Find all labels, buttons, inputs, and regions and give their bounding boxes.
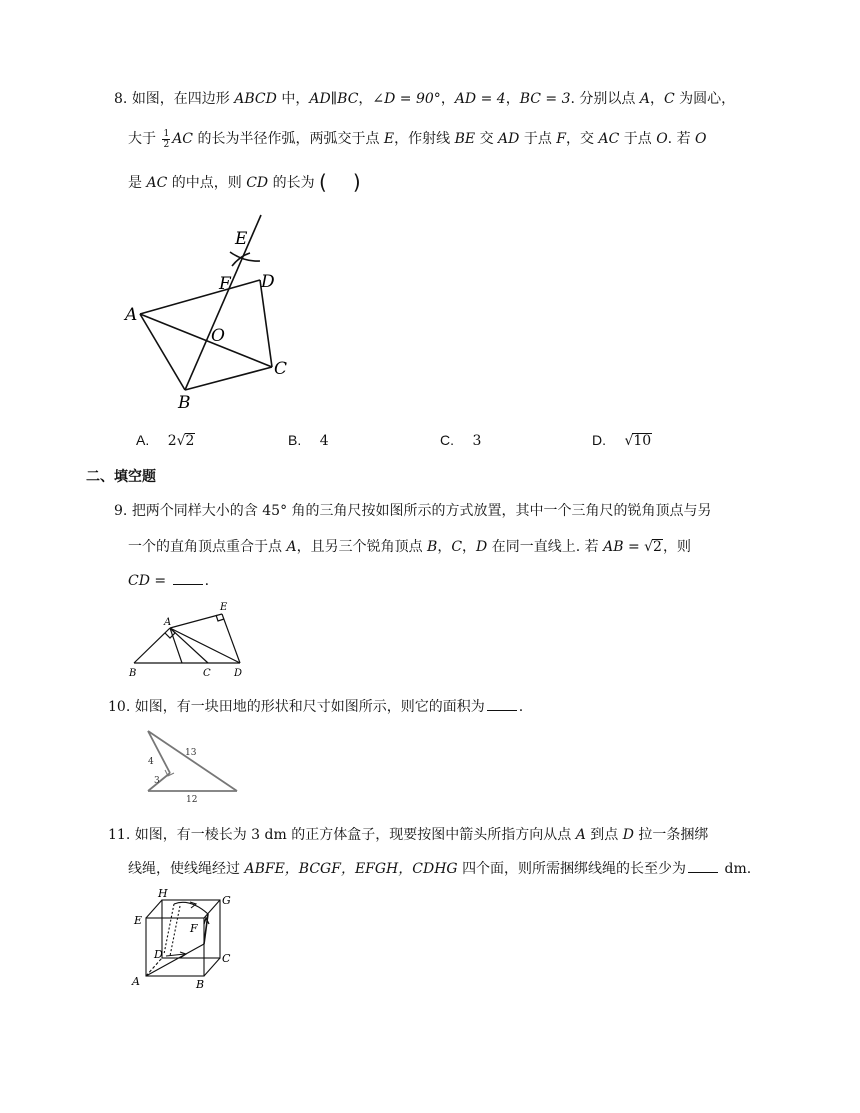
label-f: F — [219, 274, 231, 294]
q11-figure — [130, 884, 240, 994]
question-number: 10. — [108, 699, 131, 715]
q9-line-1: 9. 把两个同样大小的含 45° 角的三角尺按如图所示的方式放置，其中一个三角尺的锐角顶点与另 — [114, 503, 712, 519]
label-c: C — [222, 952, 231, 965]
question-number: 8. — [114, 91, 128, 107]
side-ab — [140, 314, 185, 390]
label-b: B — [129, 668, 137, 679]
question-number: 11. — [108, 827, 131, 843]
label-d: D — [234, 668, 243, 679]
ray-be — [185, 215, 261, 390]
side-da — [140, 280, 260, 314]
option-a: A. 2√2 — [136, 432, 195, 449]
fraction-one-half: $\frac{1}{2}$ — [163, 128, 170, 150]
option-c: C. 3 — [440, 432, 482, 449]
option-d: D. √10 — [592, 432, 652, 449]
q10-figure — [136, 726, 246, 806]
label-c: C — [274, 359, 288, 379]
q8-figure — [120, 210, 310, 415]
label-b: B — [178, 393, 191, 413]
answer-paren-close: ) — [352, 170, 361, 194]
answer-blank — [487, 698, 517, 711]
label-b: B — [196, 978, 205, 991]
label-3: 3 — [154, 776, 160, 786]
q11-line-2: 线绳，使线绳经过 ABFE，BCGF，EFGH，CDHG 四个面，则所需捆绑线绳的长至少为 dm. — [128, 861, 752, 877]
answer-paren-open: ( — [319, 170, 327, 194]
label-a: A — [125, 305, 138, 325]
label-e: E — [220, 602, 228, 613]
label-4: 4 — [148, 757, 154, 767]
side-cd — [260, 280, 272, 367]
option-b: B. 4 — [288, 432, 329, 449]
label-13: 13 — [185, 748, 197, 758]
label-e: E — [235, 229, 248, 249]
label-d: D — [261, 272, 275, 292]
label-g: G — [222, 894, 231, 907]
section-title: 二、填空题 — [86, 468, 156, 484]
label-12: 12 — [186, 795, 198, 805]
question-number: 9. — [114, 503, 128, 519]
q8-line-1: 8. 如图，在四边形 ABCD 中，AD∥BC，∠D = 90°，AD = 4，BC = 3. 分别以点 A，C 为圆心， — [114, 91, 736, 107]
label-a: A — [132, 975, 140, 988]
side-bc — [185, 367, 272, 390]
answer-blank — [173, 572, 203, 585]
answer-blank — [688, 860, 718, 873]
q9-figure — [124, 598, 254, 680]
q10-line-1: 10. 如图，有一块田地的形状和尺寸如图所示，则它的面积为 . — [108, 699, 524, 715]
q9-line-2: 一个的直角顶点重合于点 A，且另三个锐角顶点 B，C，D 在同一直线上. 若 AB = √2，则 — [128, 539, 691, 555]
label-o: O — [211, 326, 225, 346]
label-f: F — [190, 922, 198, 935]
label-c: C — [203, 668, 211, 679]
label-a: A — [164, 617, 172, 628]
q11-line-1: 11. 如图，有一棱长为 3 dm 的正方体盒子，现要按图中箭头所指方向从点 A 到点 D 拉一条捆绑 — [108, 827, 709, 843]
label-e: E — [134, 914, 143, 927]
q8-line-3: 是 AC 的中点，则 CD 的长为 ( ) — [128, 170, 361, 194]
label-h: H — [158, 887, 168, 900]
label-d: D — [154, 948, 163, 961]
q9-line-3: CD = . — [128, 573, 210, 589]
q8-line-2: 大于 $\frac{1}{2}$ AC 的长为半径作弧，两弧交于点 E，作射线 BE 交 AD 于点 F，交 AC 于点 O. 若 O — [128, 128, 707, 150]
